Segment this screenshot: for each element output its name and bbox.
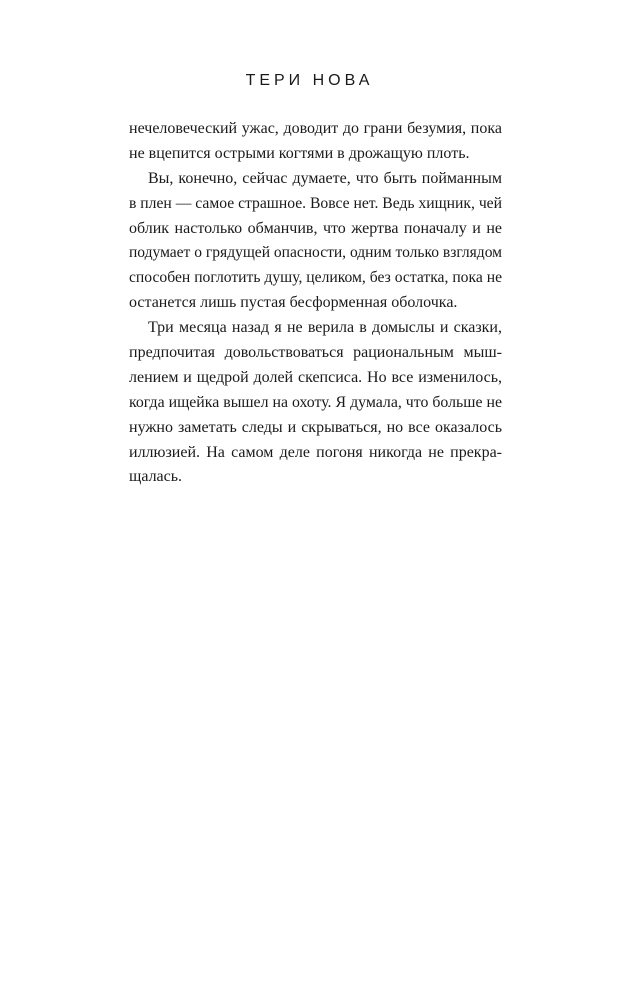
text-line: способен поглотить душу, целиком, без остатка, пока не (129, 269, 502, 287)
text-line: Три месяца назад я не верила в домыслы и сказки, (148, 319, 502, 337)
text-line: нужно заметать следы и скрываться, но все оказалось (129, 418, 502, 436)
body-text (129, 117, 502, 490)
text-line: щалась. (129, 468, 183, 486)
text-line: предпочитая довольствоваться рациональным мыш- (129, 344, 502, 362)
paragraph (129, 167, 502, 316)
text-line: не вцепится острыми когтями в дрожащую плоть. (129, 144, 470, 162)
text-line: подумает о грядущей опасности, одним только взглядом (129, 244, 502, 262)
running-head: ТЕРИ НОВА (245, 72, 374, 89)
text-line: иллюзией. На самом деле погоня никогда не прекра- (129, 443, 502, 461)
text-line: в плен — самое страшное. Вовсе нет. Ведь хищник, чей (129, 194, 502, 212)
paragraph (129, 117, 502, 167)
text-line: останется лишь пустая бесформенная оболочка. (129, 294, 458, 312)
paragraph (129, 316, 502, 490)
text-line: облик настолько обманчив, что жертва поначалу и не (129, 219, 502, 237)
text-line: Вы, конечно, сейчас думаете, что быть пойманным (148, 169, 502, 187)
text-line: когда ищейка вышел на охоту. Я думала, что больше не (129, 393, 502, 411)
text-line: нечеловеческий ужас, доводит до грани безумия, пока (129, 120, 502, 137)
text-line: лением и щедрой долей скепсиса. Но все изменилось, (129, 368, 502, 386)
